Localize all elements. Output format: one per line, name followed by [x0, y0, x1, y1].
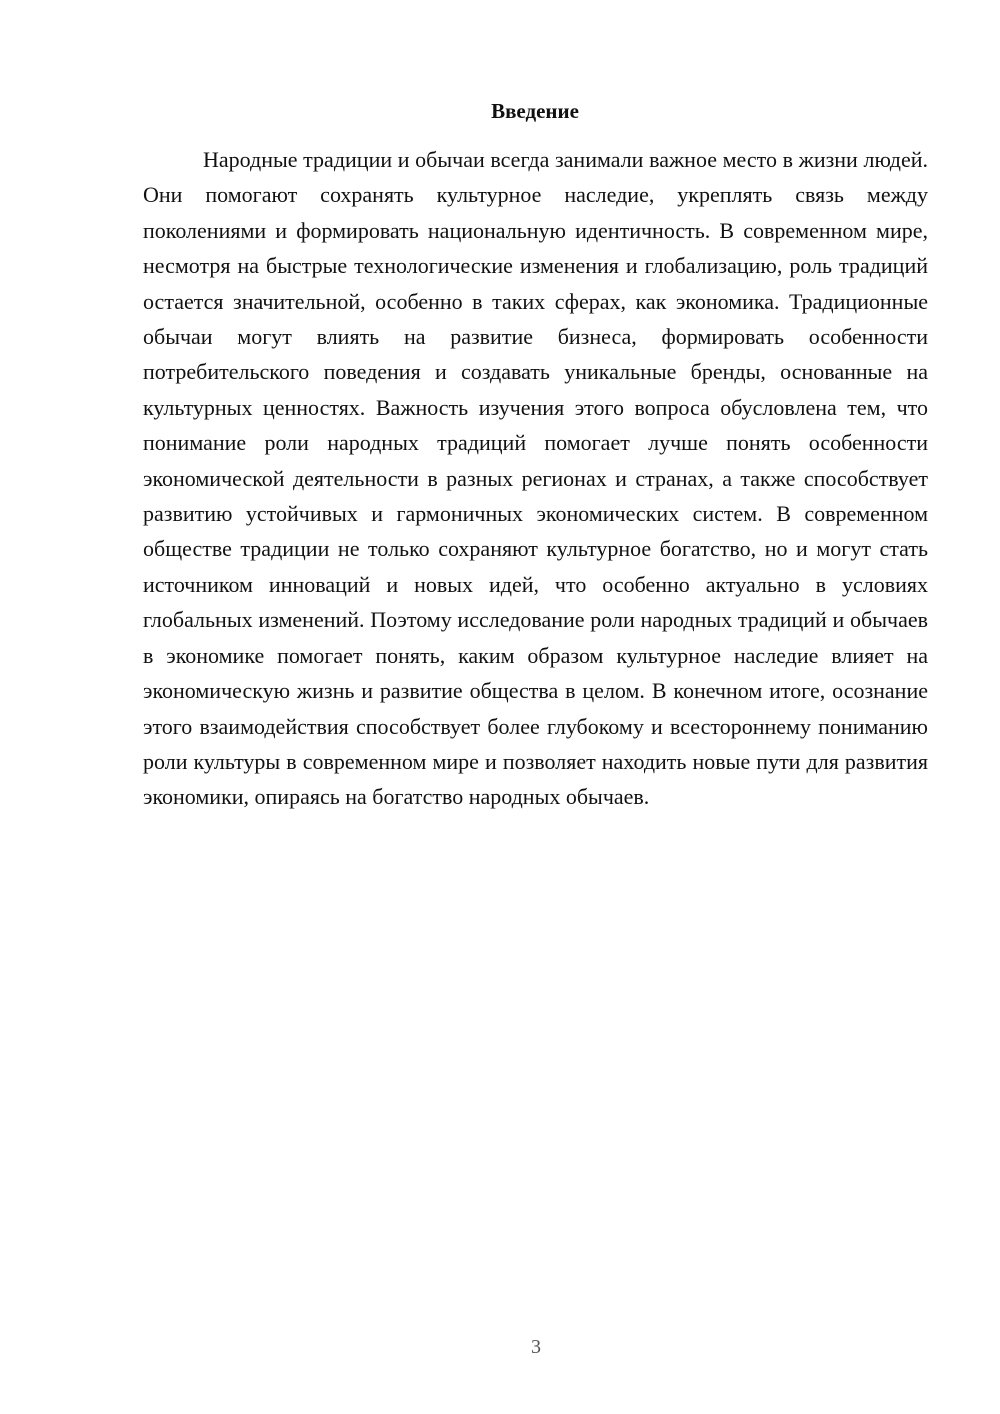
section-title: Введение	[491, 99, 579, 123]
body-paragraph: Народные традиции и обычаи всегда занимали важное место в жизни людей. Они помогают сохранять культурное наследие, укреплять связь между поколениями и формировать национальную идентичность. В современном мире, несмотря на быстрые технологические изменения и глобализацию, роль традиций остается значительной, особенно в таких сферах, как экономика. Традиционные обычаи могут влиять на развитие бизнеса, формировать особенности потребительского поведения и создавать уникальные бренды, основанные на культурных ценностях. Важность изучения этого вопроса обусловлена тем, что понимание роли народных традиций помогает лучше понять особенности экономической деятельности в разных регионах и странах, а также способствует развитию устойчивых и гармоничных экономических систем. В современном обществе традиции не только сохраняют культурное богатство, но и могут стать источником инноваций и новых идей, что особенно актуально в условиях глобальных изменений. Поэтому исследование роли народных традиций и обычаев в экономике помогает понять, каким образом культурное наследие влияет на экономическую жизнь и развитие общества в целом. В конечном итоге, осознание этого взаимодействия способствует более глубокому и всестороннему пониманию роли культуры в современном мире и позволяет находить новые пути для развития экономики, опираясь на богатство народных обычаев.	[143, 147, 928, 810]
page-number: 3	[531, 1336, 541, 1358]
